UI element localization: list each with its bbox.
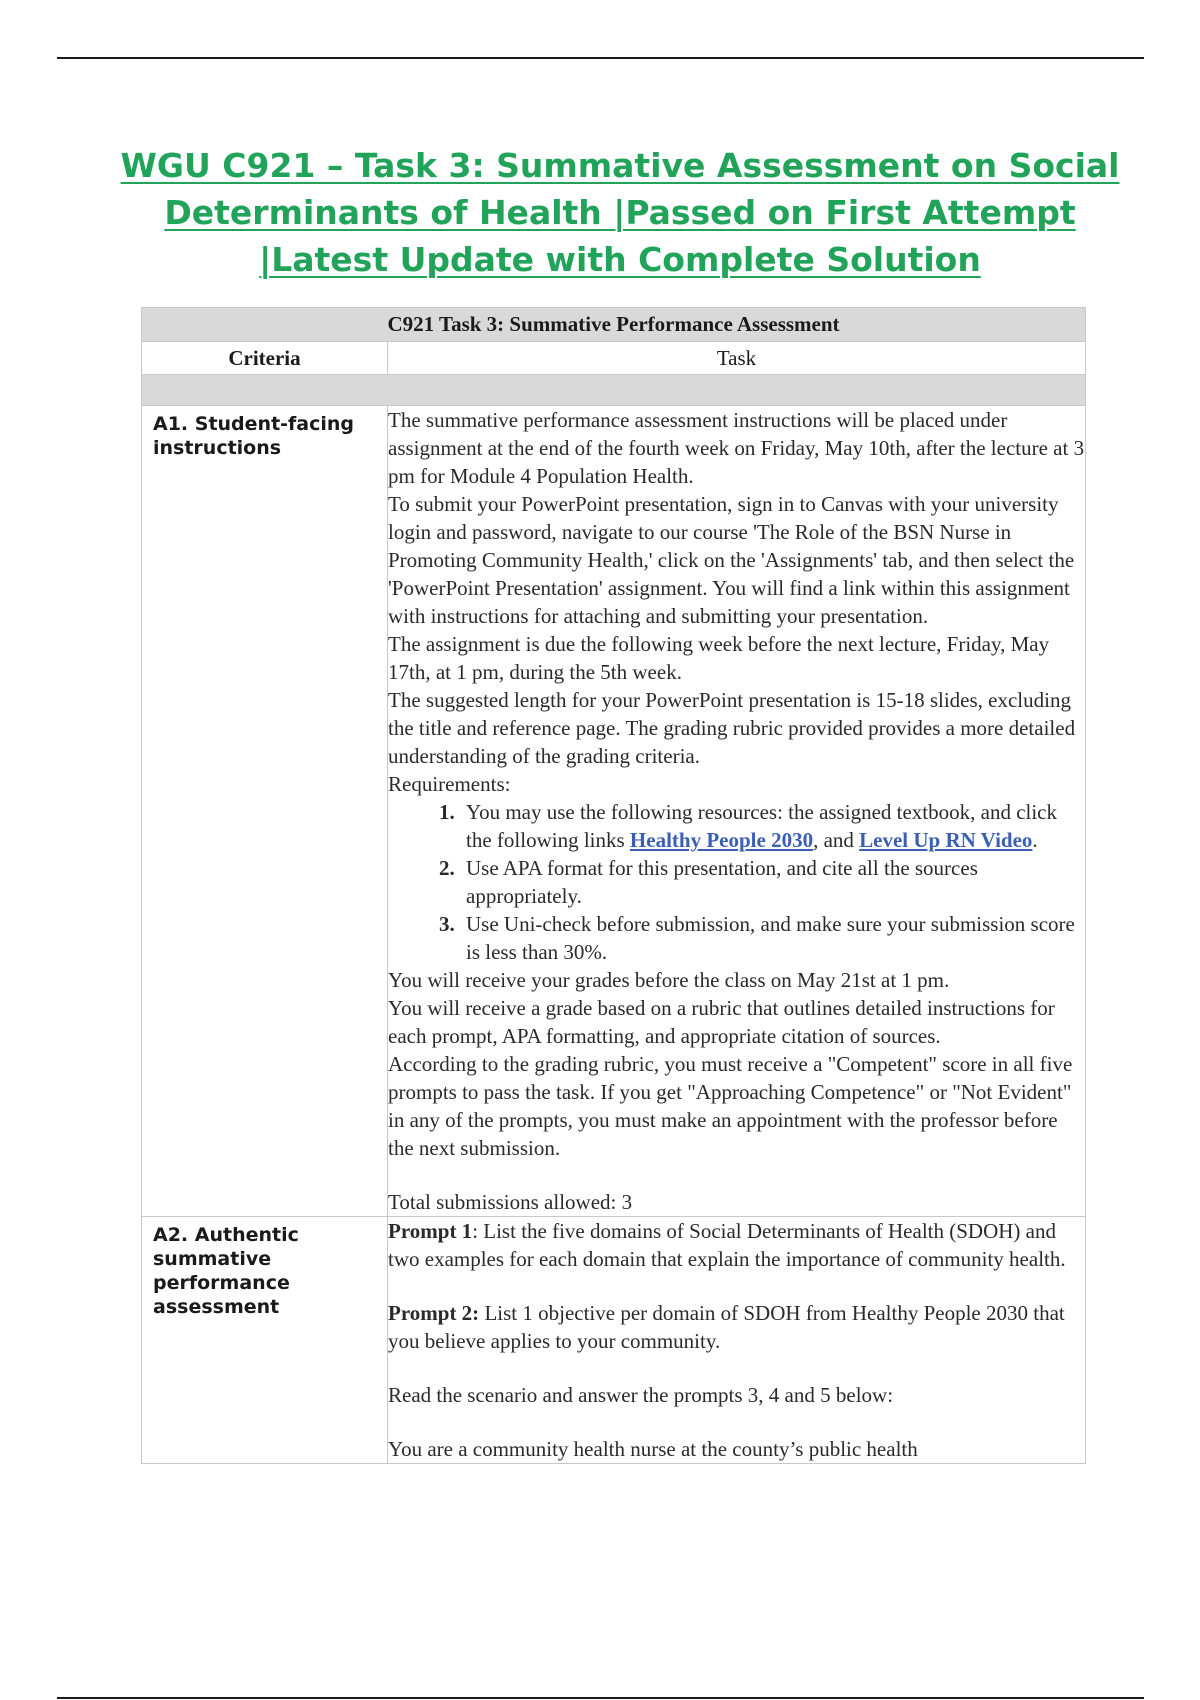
spacer-row [142, 375, 1086, 406]
list-item [460, 798, 1085, 854]
criteria-a2-label: A2. Authentic summative performance assessment [153, 1224, 299, 1318]
prompt-1-text: : List the five domains of Social Determinants of Health (SDOH) and two examples for each domain that explain the importance of community health. [388, 1219, 1066, 1271]
table-row-a2 [142, 1217, 1086, 1464]
title-line-1: WGU C921 – Task 3: Summative Assessment on Social [120, 146, 1120, 185]
prompt-2-text: List 1 objective per domain of SDOH from Healthy People 2030 that you believe applies to your community. [388, 1301, 1065, 1353]
requirements-list [388, 798, 1085, 966]
task-a1-cell [388, 406, 1086, 1217]
title-line-3: |Latest Update with Complete Solution [259, 240, 981, 279]
a1-paragraph: According to the grading rubric, you must receive a "Competent" score in all five prompts to pass the task. If you get "Approaching Competence" or "Not Evident" in any of the prompts, you must make an appointment with the professor before the next submission. [388, 1052, 1073, 1160]
criteria-a1-label: A1. Student-facing instructions [153, 413, 355, 459]
prompt-2-label: Prompt 2: [388, 1301, 480, 1325]
table-header-row [142, 308, 1086, 342]
a1-paragraph: To submit your PowerPoint presentation, sign in to Canvas with your university login and password, navigate to our course 'The Role of the BSN Nurse in Promoting Community Health,' click on the 'Assignments' tab, and then select the 'PowerPoint Presentation' assignment. You will find a link within this assignment with instructions for attaching and submitting your presentation. [388, 492, 1075, 628]
level-up-rn-video-link[interactable]: Level Up RN Video [859, 828, 1033, 852]
top-rule [57, 57, 1144, 59]
a1-paragraph: You will receive your grades before the class on May 21st at 1 pm. [388, 968, 950, 992]
a1-paragraph: The summative performance assessment instructions will be placed under assignment at the end of the fourth week on Friday, May 10th, after the lecture at 3 pm for Module 4 Population Health. [388, 408, 1085, 488]
prompt-1-label: Prompt 1 [388, 1219, 473, 1243]
table-row-a1 [142, 406, 1086, 1217]
list-item: 2. Use APA format for this presentation, and cite all the sources appropriately. [460, 854, 1085, 910]
req1-text-end: . [1032, 828, 1038, 852]
healthy-people-2030-link[interactable]: Healthy People 2030 [629, 828, 814, 852]
req1-text: You may use the following resources: the assigned textbook, and click the following links [466, 800, 1058, 852]
task-a2-cell [388, 1217, 1086, 1464]
a1-paragraph: The assignment is due the following week before the next lecture, Friday, May 17th, at 1 pm, during the 5th week. [388, 632, 1050, 684]
prompt-2 [388, 1299, 1085, 1355]
assessment-table [141, 307, 1086, 1464]
table-header: C921 Task 3: Summative Performance Assessment [142, 308, 1086, 342]
a2-paragraph: Read the scenario and answer the prompts 3, 4 and 5 below: [388, 1383, 894, 1407]
bottom-rule [57, 1697, 1144, 1699]
total-submissions: Total submissions allowed: 3 [388, 1190, 633, 1214]
a1-paragraph: The suggested length for your PowerPoint presentation is 15-18 slides, excluding the title and reference page. The grading rubric provided provides a more detailed understanding of the grading criteria. [388, 688, 1076, 768]
column-header-row [142, 342, 1086, 375]
list-item: 3. Use Uni-check before submission, and make sure your submission score is less than 30%. [460, 910, 1085, 966]
a2-paragraph: You are a community health nurse at the county’s public health [388, 1437, 918, 1461]
prompt-1 [388, 1217, 1085, 1273]
title-line-2: Determinants of Health |Passed on First Attempt [164, 193, 1076, 232]
a1-paragraph: You will receive a grade based on a rubric that outlines detailed instructions for each prompt, APA formatting, and appropriate citation of sources. [388, 996, 1055, 1048]
criteria-column-header: Criteria [142, 342, 388, 375]
task-column-header: Task [388, 342, 1086, 375]
requirements-label: Requirements: [388, 772, 511, 796]
req1-text-mid: , and [813, 828, 860, 852]
document-title [90, 142, 1150, 283]
